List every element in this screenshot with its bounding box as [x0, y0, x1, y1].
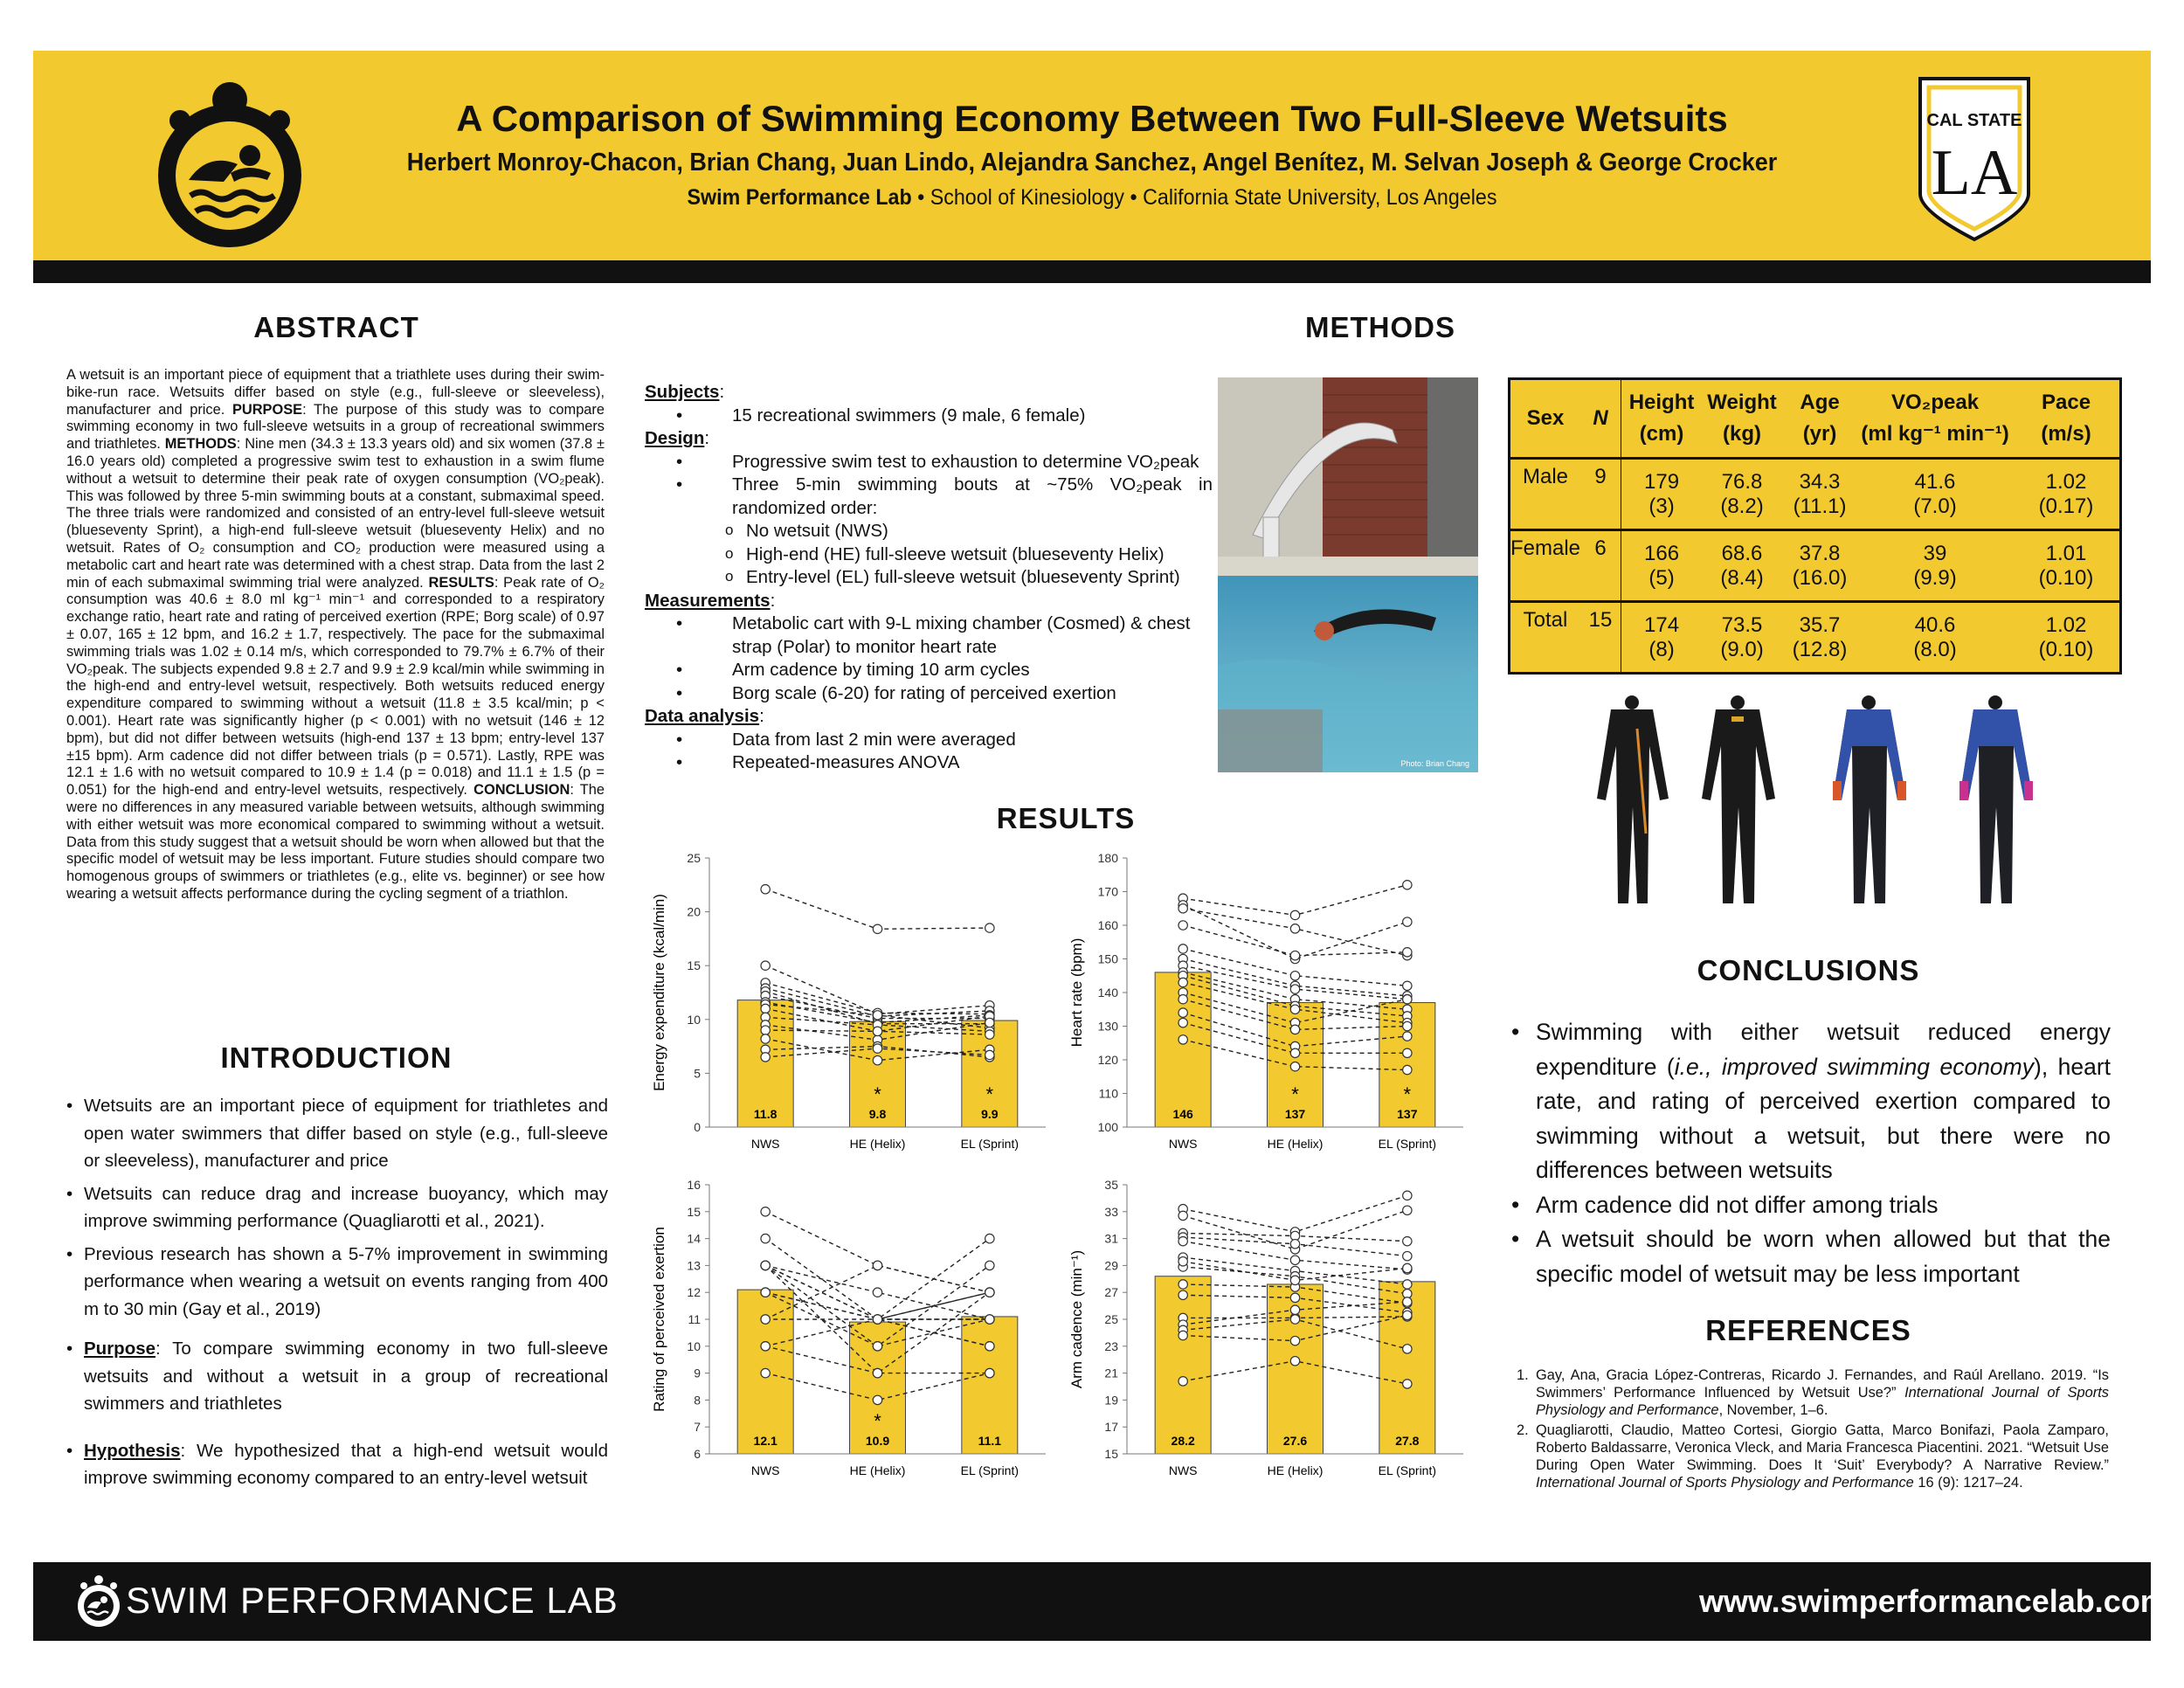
abstract-body: [66, 367, 605, 903]
bar-value-label: 27.6: [1282, 1434, 1308, 1448]
subject-point: [1178, 1236, 1187, 1245]
references-list: [1511, 1366, 2109, 1494]
y-axis-label: Energy expenditure (kcal/min): [651, 894, 667, 1091]
subject-point: [1290, 1256, 1299, 1264]
wetsuit-helix-back-icon: [1702, 695, 1775, 903]
subject-point: [985, 924, 994, 932]
subject-point: [1290, 1025, 1299, 1034]
abstract-purpose: : The purpose of this study was to compare swimming economy in two full-sleeve wetsuits in a group of recreational swimmers and triathletes.: [66, 401, 605, 453]
hypothesis-label: Hypothesis: [84, 1440, 181, 1461]
y-tick-label: 6: [694, 1447, 701, 1461]
x-tick-label: NWS: [1168, 1137, 1198, 1151]
subject-line: [765, 965, 990, 1013]
subject-point: [1178, 1290, 1187, 1299]
y-axis-label: Heart rate (bpm): [1068, 937, 1085, 1048]
analysis-item: Data from last 2 min were averaged: [732, 729, 1016, 750]
bar-value-label: 137: [1284, 1107, 1306, 1121]
reference-item: 2. Quagliarotti, Claudio, Matteo Cortesi, Giorgio Gatta, Marco Bonifazi, Paola Zamparo, Roberto Baldassarre, Veronica Vleck, and Maria Francesca Piacentini. 2021. “Wetsuit Use During Open Water Swimming. Does It ‘Suit’ Everybody? A Narrative Review.” International Journal of Sports Physiology and Performance 16 (9): 1217–24.: [1517, 1422, 2109, 1491]
y-tick-label: 15: [687, 1204, 701, 1219]
analysis-label: Data analysis: [645, 706, 760, 726]
table-header: Sex: [1526, 406, 1565, 430]
subject-point: [873, 1342, 881, 1351]
heart-rate-chart: [1066, 849, 1476, 1174]
significance-marker: *: [1403, 1083, 1412, 1105]
subject-point: [761, 1034, 770, 1043]
x-tick-label: EL (Sprint): [1378, 1137, 1437, 1151]
subject-point: [761, 1342, 770, 1351]
x-tick-label: HE (Helix): [849, 1137, 906, 1151]
subject-point: [1403, 948, 1412, 957]
x-tick-label: EL (Sprint): [960, 1463, 1019, 1477]
subject-point: [985, 1315, 994, 1324]
bar-value-label: 9.8: [868, 1107, 887, 1121]
subject-point: [985, 1030, 994, 1039]
wetsuit-helix-front-icon: [1597, 695, 1669, 903]
subject-point: [761, 1053, 770, 1062]
subject-point: [1403, 1263, 1412, 1272]
x-tick-label: NWS: [750, 1137, 780, 1151]
table-header: Age (yr): [1800, 391, 1840, 446]
y-tick-label: 15: [1104, 1447, 1118, 1461]
abstract-intro: A wetsuit is an important piece of equipment that a triathlete uses during their swim-bike-run race. Wetsuits differ based on style (e.g., full-sleeve or sleeveless), manufacturer and price.: [66, 367, 605, 418]
subject-point: [873, 1315, 881, 1324]
subject-point: [985, 1288, 994, 1297]
y-tick-label: 7: [694, 1420, 701, 1435]
subject-point: [873, 1044, 881, 1053]
table-row: Male 9 179 (3) 76.8 (8.2) 34.3 (11.1) 41.6 (7.0) 1.02 (0.17): [1510, 459, 2119, 530]
measurements-item: Metabolic cart with 9-L mixing chamber (Cosmed) & chest strap (Polar) to monitor heart rate: [732, 613, 1191, 657]
y-tick-label: 10: [687, 1012, 701, 1027]
purpose-label: Purpose: [84, 1339, 156, 1359]
design-subitem: o High-end (HE) full-sleeve wetsuit (blueseventy Helix): [725, 543, 1213, 567]
wetsuit-sprint-front-icon: [1833, 695, 1906, 903]
subject-point: [985, 1018, 994, 1027]
conclusion-item: • Arm cadence did not differ among trials: [1511, 1188, 2111, 1223]
y-tick-label: 120: [1097, 1053, 1118, 1067]
introduction-list: [66, 1092, 608, 1498]
subject-point: [1178, 904, 1187, 913]
table-header: Weight (kg): [1707, 391, 1777, 446]
subject-point: [1178, 1280, 1187, 1289]
table-header: Height (cm): [1628, 391, 1695, 446]
subject-point: [1178, 944, 1187, 953]
affiliation-rest: • School of Kinesiology • California State University, Los Angeles: [911, 185, 1497, 210]
photo-credit: Photo: Brian Chang: [1400, 759, 1469, 768]
y-tick-label: 33: [1104, 1204, 1118, 1219]
y-tick-label: 160: [1097, 918, 1118, 932]
subject-point: [1178, 1257, 1187, 1266]
subject-point: [1178, 1377, 1187, 1386]
subjects-label: Subjects: [645, 382, 720, 402]
design-item: Progressive swim test to exhaustion to determine VO₂peak: [732, 451, 1199, 472]
subject-point: [1178, 1331, 1187, 1339]
subject-line: [765, 1212, 990, 1292]
logo-la-text: LA: [1931, 137, 2018, 209]
subjects-item: 15 recreational swimmers (9 male, 6 female): [732, 405, 1086, 425]
y-tick-label: 9: [694, 1366, 701, 1380]
poster-title: A Comparison of Swimming Economy Between Two Full-Sleeve Wetsuits: [456, 98, 1728, 139]
y-tick-label: 0: [694, 1120, 701, 1134]
poster-authors: Herbert Monroy-Chacon, Brian Chang, Juan Lindo, Alejandra Sanchez, Angel Benítez, M. Selvan Joseph & George Crocker: [406, 149, 1778, 176]
design-label: Design: [645, 428, 705, 448]
subject-point: [1403, 1251, 1412, 1260]
bar-value-label: 146: [1172, 1107, 1193, 1121]
rpe-chart: [648, 1176, 1059, 1501]
x-tick-label: EL (Sprint): [1378, 1463, 1437, 1477]
footer-swim-logo-icon: [73, 1574, 124, 1629]
arm-cadence-chart: [1066, 1176, 1476, 1501]
subject-point: [1290, 1048, 1299, 1057]
bar-value-label: 11.1: [978, 1434, 1002, 1448]
subject-point: [1290, 985, 1299, 993]
subject-point: [873, 924, 881, 933]
y-tick-label: 8: [694, 1393, 701, 1408]
subject-point: [761, 885, 770, 894]
subject-point: [873, 1395, 881, 1404]
subject-point: [985, 1261, 994, 1269]
analysis-item: Repeated-measures ANOVA: [732, 752, 960, 772]
y-tick-label: 31: [1104, 1231, 1118, 1246]
x-tick-label: NWS: [750, 1463, 780, 1477]
conclusion-item: • A wetsuit should be worn when allowed but that the specific model of wetsuit may be less important: [1511, 1222, 2111, 1291]
swim-flume-photo: [1218, 377, 1478, 772]
abstract-methods-label: METHODS: [164, 436, 237, 453]
bar-value-label: 11.8: [753, 1107, 778, 1121]
bar-value-label: 27.8: [1395, 1434, 1420, 1448]
significance-marker: *: [1291, 1083, 1299, 1105]
subject-point: [1403, 917, 1412, 926]
table-header: N: [1580, 380, 1621, 459]
subject-point: [1178, 1008, 1187, 1017]
x-tick-label: EL (Sprint): [960, 1137, 1019, 1151]
purpose-text: : To compare swimming economy in two full-sleeve wetsuits and without a wetsuit in a group of recreational swimmers and triathletes: [84, 1339, 608, 1414]
results-heading: RESULTS: [996, 802, 1136, 834]
design-subitem: o No wetsuit (NWS): [725, 520, 1213, 543]
subject-point: [873, 1288, 881, 1297]
y-tick-label: 25: [1104, 1312, 1118, 1326]
x-tick-label: HE (Helix): [1267, 1137, 1324, 1151]
y-tick-label: 25: [687, 851, 701, 865]
subject-point: [1403, 981, 1412, 990]
demographics-table: [1508, 377, 2122, 675]
abstract-results: : Peak rate of O₂ consumption was 40.6 ± 8.0 ml kg⁻¹ min⁻¹ and corresponded to a respiratory exchange ratio, heart rate and rating of perceived exertion (RPE; Borg scale) of 0.97 ± 0.07, 165 ± 12 bpm, and 16.2 ± 1.7, respectively. The pace for the submaximal swimming trials was 1.02 ± 0.14 m/s, which corresponded to 79.7% ± 6.7% of their VO₂peak. The subjects expended 9.8 ± 2.7 and 9.9 ± 2.9 kcal/min while swimming in the high-end and entry-level wetsuit, respectively. Both wetsuits reduced energy expenditure compared to swimming without a wetsuit (11.8 ± 3.5 kcal/min; p < 0.001). Heart rate was significantly higher (p < 0.001) with no wetsuit (146 ± 12 bpm), but did not differ between wetsuits (high-end 137 ± 13 bpm; entry-level 137 ±15 bpm). Arm cadence did not differ between trials (p = 0.571). Lastly, RPE was 12.1 ± 1.6 with no wetsuit compared to 10.9 ± 1.4 (p = 0.018) and 11.1 ± 1.5 (p = 0.051) for the high-end and entry-level wetsuits, respectively.: [66, 574, 605, 799]
y-tick-label: 35: [1104, 1178, 1118, 1192]
subject-point: [1290, 951, 1299, 959]
subject-point: [761, 1207, 770, 1216]
subject-point: [1178, 1018, 1187, 1027]
intro-purpose: [66, 1335, 608, 1418]
subject-point: [985, 1342, 994, 1351]
subject-point: [873, 1027, 881, 1035]
subject-point: [1403, 1065, 1412, 1074]
cal-state-la-logo-icon: [1913, 72, 2035, 246]
abstract-purpose-label: PURPOSE: [232, 401, 303, 418]
subject-point: [1290, 1305, 1299, 1314]
design-item: Three 5-min swimming bouts at ~75% VO₂peak in randomized order:: [732, 474, 1213, 518]
references-heading: REFERENCES: [1705, 1314, 1911, 1346]
subject-point: [1403, 1380, 1412, 1388]
energy-expenditure-chart: [648, 849, 1059, 1174]
subject-point: [1290, 1315, 1299, 1324]
subject-point: [1178, 1035, 1187, 1044]
table-row: Female 6 166 (5) 68.6 (8.4) 37.8 (16.0) 39 (9.9) 1.01 (0.10): [1510, 530, 2119, 602]
subject-point: [985, 1234, 994, 1242]
y-tick-label: 150: [1097, 951, 1118, 966]
abstract-results-label: RESULTS: [428, 574, 494, 591]
subject-point: [1403, 1280, 1412, 1289]
subject-point: [1290, 1293, 1299, 1302]
bar: [1155, 1276, 1211, 1454]
subject-point: [1290, 1062, 1299, 1071]
significance-marker: *: [874, 1083, 881, 1105]
subject-point: [1290, 1005, 1299, 1013]
y-tick-label: 10: [687, 1339, 701, 1353]
y-tick-label: 170: [1097, 884, 1118, 899]
wetsuit-sprint-back-icon: [1959, 695, 2033, 903]
subject-point: [761, 1026, 770, 1034]
abstract-conclusion-label: CONCLUSION: [473, 782, 570, 799]
subject-point: [1290, 1336, 1299, 1345]
subject-point: [1403, 1191, 1412, 1200]
bar-value-label: 9.9: [981, 1107, 999, 1121]
y-tick-label: 19: [1104, 1393, 1118, 1408]
subject-point: [873, 1368, 881, 1377]
subject-point: [761, 1288, 770, 1297]
y-tick-label: 14: [687, 1231, 701, 1246]
intro-item: • Wetsuits are an important piece of equipment for triathletes and open water swimmers that differ based on style (e.g., full-sleeve or sleeveless), manufacturer and price: [66, 1092, 608, 1175]
y-tick-label: 100: [1097, 1120, 1118, 1134]
subject-line: [765, 889, 990, 930]
y-tick-label: 5: [694, 1066, 701, 1081]
design-subitem: o Entry-level (EL) full-sleeve wetsuit (blueseventy Sprint): [725, 566, 1213, 590]
y-tick-label: 13: [687, 1258, 701, 1273]
subject-point: [1403, 1345, 1412, 1353]
subject-point: [761, 1234, 770, 1242]
bar-value-label: 137: [1397, 1107, 1418, 1121]
subject-point: [761, 1368, 770, 1377]
table-row: Total 15 174 (8) 73.5 (9.0) 35.7 (12.8) 40.6 (8.0) 1.02 (0.10): [1510, 602, 2119, 672]
subject-line: [765, 1239, 990, 1319]
conclusions-heading: CONCLUSIONS: [1697, 954, 1920, 986]
table-header: VO₂peak (ml kg⁻¹ min⁻¹): [1861, 391, 2009, 446]
reference-item: 1. Gay, Ana, Gracia López-Contreras, Ricardo J. Fernandes, and Raúl Arellano. 2019. “Is Swimmers’ Performance Influenced by Wetsuit Use?” International Journal of Sports Physiology and Performance, November, 1–6.: [1517, 1367, 2109, 1418]
subject-point: [1178, 978, 1187, 986]
measurements-item: Borg scale (6-20) for rating of perceived exertion: [732, 682, 1116, 703]
wetsuits-image: [1585, 694, 2063, 914]
subject-point: [761, 1261, 770, 1269]
intro-item: • Previous research has shown a 5-7% improvement in swimming performance when wearing a wetsuit on events ranging from 400 m to 30 min (Gay et al., 2019): [66, 1241, 608, 1324]
poster-affiliation: [77, 185, 2108, 211]
intro-item: • Wetsuits can reduce drag and increase buoyancy, which may improve swimming performance (Quagliarotti et al., 2021).: [66, 1180, 608, 1235]
footer-url-link[interactable]: www.swimperformancelab.com: [1699, 1583, 2168, 1619]
x-tick-label: HE (Helix): [1267, 1463, 1324, 1477]
abstract-methods: : Nine men (34.3 ± 13.3 years old) and six women (37.8 ± 16.0 years old) completed a progressive swim test to exhaustion in a swim flume without a wetsuit to determine their peak rate of oxygen consumption (VO₂peak). This was followed by three 5-min swimming bouts at a constant, submaximal speed. The three trials were randomized and consisted of an entry-level full-sleeve wetsuit (blueseventy Sprint), a high-end full-sleeve wetsuit (blueseventy Helix) and no wetsuit. Rates of O₂ consumption and CO₂ production were measured using a metabolic cart and heart rate was determined with a chest strap. Data from the last 2 min of each submaximal swimming trial were analyzed.: [66, 436, 605, 591]
subject-point: [1403, 1206, 1412, 1214]
subject-point: [1403, 1048, 1412, 1057]
y-tick-label: 27: [1104, 1285, 1118, 1300]
conclusion-item: • Swimming with either wetsuit reduced energy expenditure (i.e., improved swimming economy), heart rate, and rating of perceived exertion compared to swimming without a wetsuit, but there were no differences between wetsuits: [1511, 1015, 2111, 1188]
x-tick-label: HE (Helix): [849, 1463, 906, 1477]
lab-name: Swim Performance Lab: [687, 185, 912, 210]
subject-point: [1403, 1297, 1412, 1306]
x-tick-label: NWS: [1168, 1463, 1198, 1477]
subject-point: [1178, 921, 1187, 930]
methods-body: Subjects: • 15 recreational swimmers (9 male, 6 female) Design: • Progressive swim test to exhaustion to determine VO₂peak • Three 5-min swimming bouts at ~75% VO₂peak in randomized order: o No wetsuit (NWS) o High-end (HE) full-sleeve wetsuit (blueseventy Helix) o Entry-level (EL) full-sleeve wetsuit (blueseventy Sprint) Measurements: • Metabolic cart with 9-L mixing chamber (Cosmed) & chest strap (Polar) to monitor heart rate • Arm cadence by timing 10 arm cycles • Borg scale (6-20) for rating of perceived exertion Data analysis: • Data from last 2 min were averaged • Repeated-measures ANOVA: [645, 381, 1213, 775]
y-tick-label: 180: [1097, 851, 1118, 865]
y-tick-label: 29: [1104, 1258, 1118, 1273]
y-tick-label: 12: [687, 1285, 701, 1300]
subject-point: [1403, 881, 1412, 889]
introduction-heading: INTRODUCTION: [220, 1041, 453, 1074]
header-bottom-bar: [33, 260, 2151, 283]
subject-point: [761, 1315, 770, 1324]
y-axis-label: Rating of perceived exertion: [651, 1227, 667, 1412]
subject-point: [1403, 1032, 1412, 1041]
y-tick-label: 20: [687, 904, 701, 919]
bar-value-label: 28.2: [1171, 1434, 1195, 1448]
logo-cal-state-text: CAL STATE: [1926, 111, 2022, 130]
y-tick-label: 140: [1097, 986, 1118, 1000]
subject-point: [761, 1004, 770, 1013]
subject-point: [1290, 1276, 1299, 1284]
subject-point: [1403, 995, 1412, 1004]
subject-point: [985, 1050, 994, 1059]
subject-point: [1178, 995, 1187, 1004]
y-tick-label: 23: [1104, 1339, 1118, 1353]
hypothesis-text: : We hypothesized that a high-end wetsuit would improve swimming economy compared to an entry-level wetsuit: [84, 1440, 608, 1488]
subject-point: [1290, 972, 1299, 980]
intro-hypothesis: [66, 1437, 608, 1492]
y-tick-label: 130: [1097, 1019, 1118, 1034]
bar-value-label: 12.1: [753, 1434, 778, 1448]
subject-point: [1290, 1240, 1299, 1249]
footer-lab-name: SWIM PERFORMANCE LAB: [126, 1580, 619, 1621]
conclusions-list: [1511, 1015, 2111, 1291]
abstract-heading: ABSTRACT: [253, 311, 419, 343]
bar-value-label: 10.9: [865, 1434, 890, 1448]
subject-point: [873, 1055, 881, 1064]
y-tick-label: 15: [687, 958, 701, 973]
subject-point: [1403, 1236, 1412, 1245]
y-tick-label: 17: [1104, 1420, 1118, 1435]
subject-point: [985, 1368, 994, 1377]
table-header: Pace (m/s): [2041, 391, 2091, 446]
significance-marker: *: [874, 1410, 881, 1432]
subject-point: [1178, 1211, 1187, 1220]
subject-point: [1403, 1021, 1412, 1030]
y-tick-label: 16: [687, 1178, 701, 1192]
subject-point: [873, 1011, 881, 1020]
subject-point: [1403, 1311, 1412, 1319]
significance-marker: *: [985, 1083, 994, 1105]
methods-heading: METHODS: [1305, 311, 1455, 343]
measurements-item: Arm cadence by timing 10 arm cycles: [732, 660, 1030, 680]
subject-point: [761, 961, 770, 970]
subject-point: [1290, 910, 1299, 919]
subject-point: [1290, 924, 1299, 933]
y-axis-label: Arm cadence (min⁻¹): [1068, 1249, 1085, 1389]
y-tick-label: 11: [688, 1312, 701, 1326]
measurements-label: Measurements: [645, 590, 771, 611]
y-tick-label: 110: [1098, 1086, 1118, 1101]
subject-point: [873, 1261, 881, 1269]
subject-point: [1290, 1357, 1299, 1366]
y-tick-label: 21: [1104, 1366, 1118, 1380]
abstract-conclusion: : The were no differences in any measured variable between wetsuits, although swimming with either wetsuit was more economical compared to swimming without a wetsuit. Data from this study suggest that a wetsuit should be worn when allowed but that the specific model of wetsuit may be less important. Future studies should compare two homogenous groups of swimmers or triathletes (e.g., elite vs. beginner) or see how wearing a wetsuit affects performance during the cycling segment of a triathlon.: [66, 782, 605, 902]
